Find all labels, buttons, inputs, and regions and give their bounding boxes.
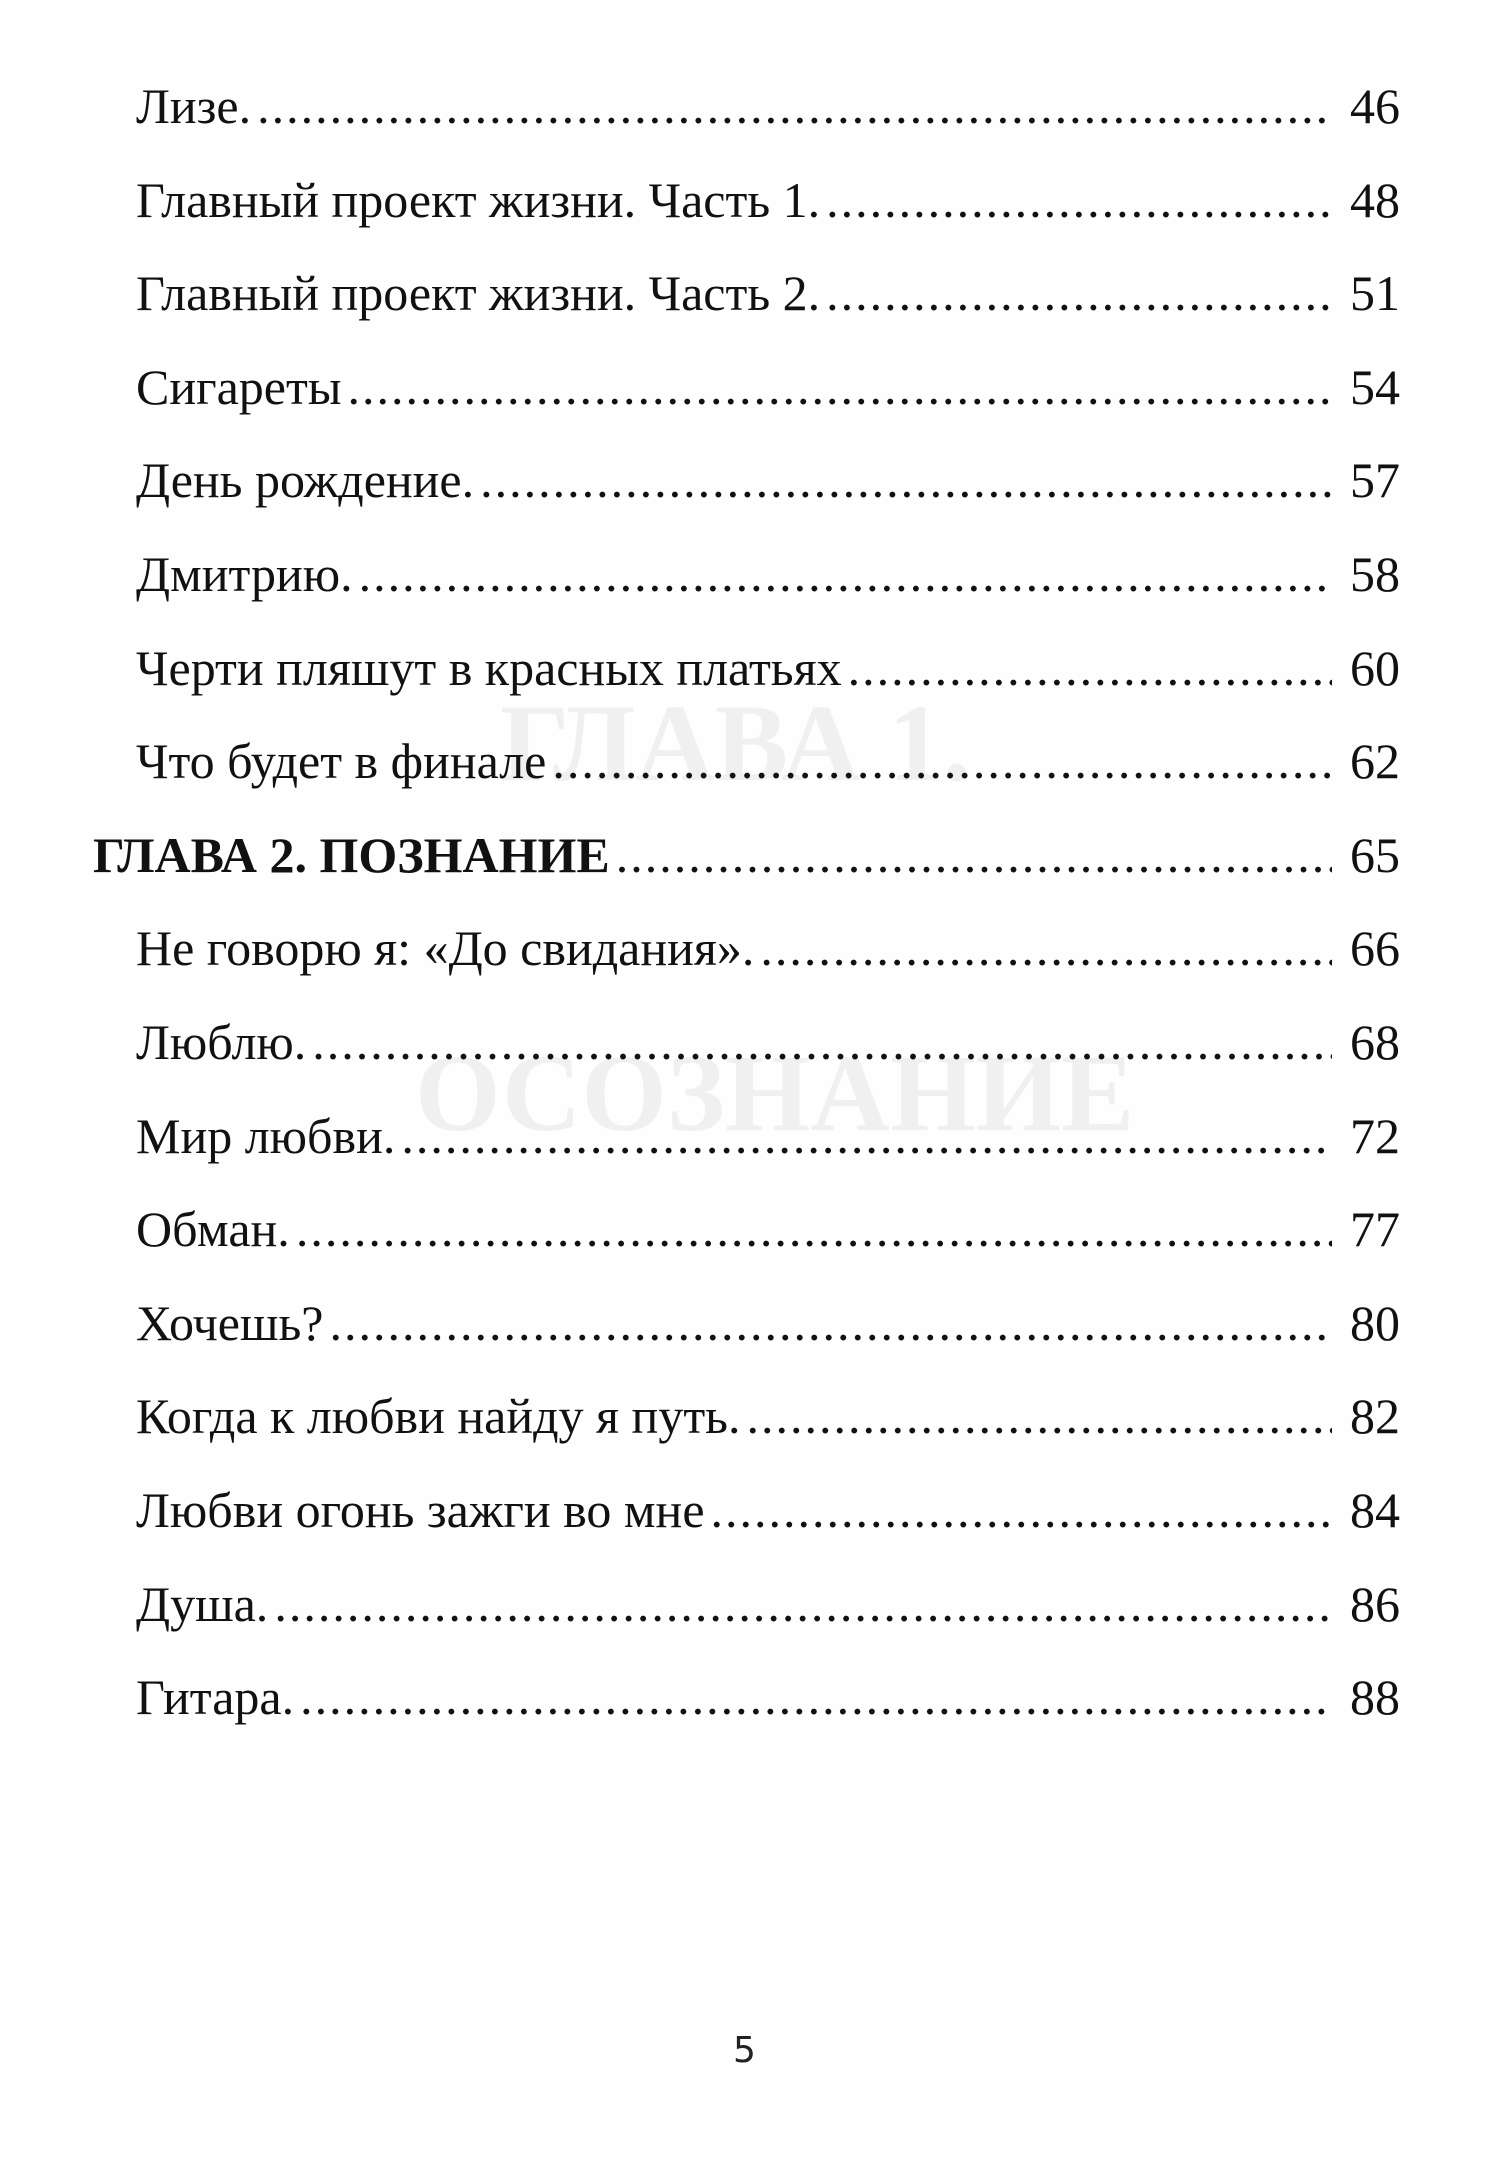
dot-leader — [359, 528, 1332, 622]
toc-entry-title: Любви огонь зажги во мне — [136, 1481, 705, 1538]
toc-entry-page: 82 — [1350, 1388, 1400, 1445]
dot-leader — [711, 1464, 1332, 1558]
toc-entry-title: Гитара. — [136, 1669, 295, 1726]
toc-entry — [0, 1464, 1489, 1558]
toc-entry-page: 60 — [1350, 639, 1400, 696]
toc-entry-title: Главный проект жизни. Часть 2. — [136, 265, 821, 322]
dot-leader — [848, 622, 1332, 716]
toc-entry — [0, 528, 1489, 622]
toc-entry — [0, 902, 1489, 996]
toc-entry-page: 86 — [1350, 1575, 1400, 1632]
table-of-contents — [0, 60, 1489, 1745]
dot-leader — [826, 154, 1332, 248]
toc-entry-page: 57 — [1350, 452, 1400, 509]
toc-entry-title: ГЛАВА 2. ПОЗНАНИЕ — [93, 826, 610, 883]
toc-entry-page: 68 — [1350, 1013, 1400, 1070]
dot-leader — [312, 996, 1332, 1090]
toc-entry-page: 46 — [1350, 78, 1400, 134]
dot-leader — [296, 1183, 1332, 1277]
toc-entry — [0, 434, 1489, 528]
toc-entry-title: Что будет в финале — [136, 733, 547, 790]
toc-entry-page: 88 — [1350, 1669, 1400, 1726]
toc-entry-title: Обман. — [136, 1201, 290, 1258]
dot-leader — [401, 1090, 1332, 1184]
toc-entry-title: Душа. — [136, 1575, 269, 1632]
toc-entry-title: Люблю. — [136, 1013, 307, 1070]
dot-leader — [552, 715, 1332, 809]
toc-entry — [0, 247, 1489, 341]
toc-entry — [0, 622, 1489, 716]
page-number: 5 — [733, 2030, 756, 2071]
dot-leader — [760, 902, 1332, 996]
toc-entry — [0, 715, 1489, 809]
toc-entry-title: Сигареты — [136, 358, 342, 415]
toc-entry — [0, 1183, 1489, 1277]
dot-leader — [274, 1558, 1332, 1652]
toc-entry — [0, 1651, 1489, 1745]
toc-entry — [0, 996, 1489, 1090]
toc-entry-title: Мир любви. — [136, 1107, 396, 1164]
toc-chapter-heading — [0, 809, 1489, 903]
toc-entry-title: День рождение. — [136, 452, 475, 509]
toc-entry — [0, 1090, 1489, 1184]
dot-leader — [330, 1277, 1333, 1371]
toc-entry-title: Лизе. — [136, 78, 252, 134]
toc-entry-title: Когда к любви найду я путь. — [136, 1388, 741, 1445]
dot-leader — [300, 1651, 1332, 1745]
toc-entry-page: 72 — [1350, 1107, 1400, 1164]
toc-entry — [0, 341, 1489, 435]
toc-entry-title: Хочешь? — [136, 1294, 324, 1351]
dot-leader — [347, 341, 1332, 435]
toc-entry-page: 77 — [1350, 1201, 1400, 1258]
toc-entry-page: 84 — [1350, 1481, 1400, 1538]
toc-entry-page: 58 — [1350, 545, 1400, 602]
dot-leader — [616, 809, 1332, 903]
toc-entry — [0, 1558, 1489, 1652]
toc-entry-page: 66 — [1350, 920, 1400, 977]
dot-leader — [746, 1370, 1332, 1464]
dot-leader — [826, 247, 1332, 341]
bleed-through-text: ОСОЗНАНИЕ — [415, 1032, 1135, 1154]
toc-entry-title: Дмитрию. — [136, 545, 353, 602]
toc-entry — [0, 60, 1489, 154]
toc-entry-title: Не говорю я: «До свидания». — [136, 920, 755, 977]
toc-entry — [0, 1370, 1489, 1464]
toc-entry-page: 51 — [1350, 265, 1400, 322]
bleed-through-text: ГЛАВА 1. — [500, 682, 971, 804]
toc-entry-title: Главный проект жизни. Часть 1. — [136, 171, 821, 228]
toc-entry — [0, 1277, 1489, 1371]
toc-entry — [0, 154, 1489, 248]
toc-entry-title: Черти пляшут в красных платьях — [136, 639, 842, 696]
toc-entry-page: 48 — [1350, 171, 1400, 228]
dot-leader — [480, 434, 1332, 528]
toc-entry-page: 54 — [1350, 358, 1400, 415]
toc-entry-page: 65 — [1350, 826, 1400, 883]
toc-entry-page: 80 — [1350, 1294, 1400, 1351]
toc-entry-page: 62 — [1350, 733, 1400, 790]
dot-leader — [257, 60, 1332, 154]
